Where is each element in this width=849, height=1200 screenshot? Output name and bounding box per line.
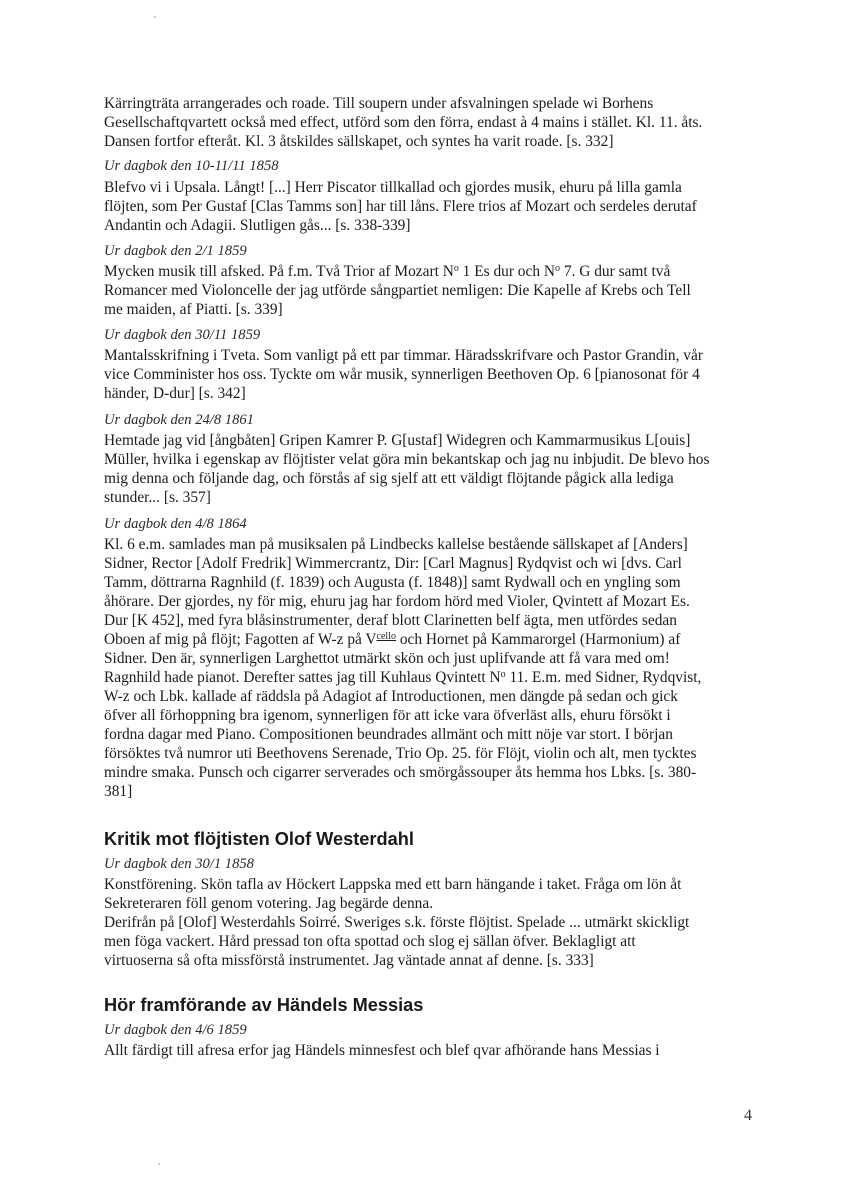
text-line: virtuoserna så ofta missförstå instrumentet. Jag väntade annat af denne. [s. 333] <box>104 952 594 969</box>
text-line: Romancer med Violoncelle der jag utförde sångpartiet nemligen: Die Kapelle af Krebs och Tell <box>104 282 691 299</box>
entry-date: Ur dagbok den 24/8 1861 <box>104 412 254 428</box>
text-line: Hemtade jag vid [ångbåten] Gripen Kamrer P. G[ustaf] Widegren och Kammarmusikus L[ouis] <box>104 432 691 449</box>
text-line: Konstförening. Skön tafla av Höckert Lappska med ett barn hängande i taket. Fråga om lön åt <box>104 876 682 893</box>
text-line: Dur [K 452], med fyra blåsinstrumenter, deraf blott Clarinetten belf ägta, men utfördes sedan <box>104 612 677 629</box>
text-line: händer, D-dur] [s. 342] <box>104 385 246 402</box>
entry-date: Ur dagbok den 10-11/11 1858 <box>104 158 279 174</box>
text-line: Tamm, döttrarna Ragnhild (f. 1839) och Augusta (f. 1848)] samt Rydwall och en yngling som <box>104 574 681 591</box>
text-line: mig denna och följande dag, och förstås af sig sjelf att ett väldigt flöjtande pågick alla lediga <box>104 470 674 487</box>
text-line: 381] <box>104 783 133 800</box>
text-line: Müller, hvilka i egenskap av flöjtister velat göra min bekantskap och jag nu inbjudit. De blevo hos <box>104 451 710 468</box>
text-line: Andantin och Adagii. Slutligen gås... [s. 338-339] <box>104 217 411 234</box>
text-line: åhörare. Der gjordes, ny för mig, ehuru jag har fordom hörd med Violer, Qvintett af Mozart Es. <box>104 593 690 610</box>
entry-date: Ur dagbok den 30/11 1859 <box>104 327 261 343</box>
section-heading: Hör framförande av Händels Messias <box>104 995 424 1015</box>
text-line: Sidner. Den är, synnerligen Larghettot utmärkt skön och just uplifvande att få vara med om! <box>104 650 670 667</box>
text-line: fordna dagar med Piano. Compositionen beundrades allmänt och mitt nöje var stort. I början <box>104 726 673 743</box>
text-line: me maiden, af Piatti. [s. 339] <box>104 301 283 318</box>
text-line: Kl. 6 e.m. samlades man på musiksalen på Lindbecks kallelse bestående sällskapet af [Anders] <box>104 536 688 553</box>
text-line: Mantalsskrifning i Tveta. Som vanligt på ett par timmar. Häradsskrifvare och Pastor Grandin, vår <box>104 347 703 364</box>
text-line: W-z och Lbk. kallade af räddsla på Adagiot af Introductionen, men dängde på sedan och gick <box>104 688 678 705</box>
text-line: flöjten, som Per Gustaf [Clas Tamms son] har till låns. Flere trios af Mozart och serdeles derutaf <box>104 198 697 215</box>
entry-date: Ur dagbok den 30/1 1858 <box>104 856 254 872</box>
entry-date: Ur dagbok den 4/6 1859 <box>104 1022 247 1038</box>
text-line: Sekreteraren föll genom votering. Jag begärde denna. <box>104 895 434 912</box>
text-line: vice Comminister hos oss. Tyckte om wår musik, synnerligen Beethoven Op. 6 [pianosonat för 4 <box>104 366 700 383</box>
text-line: Blefvo vi i Upsala. Långt! [...] Herr Piscator tillkallad och gjordes musik, ehuru på lilla gamla <box>104 179 682 196</box>
text-line: Sidner, Rector [Adolf Fredrik] Wimmercrantz, Dir: [Carl Magnus] Rydqvist och wi [dvs. Carl <box>104 555 682 572</box>
entry-date: Ur dagbok den 4/8 1864 <box>104 516 247 532</box>
entry-date: Ur dagbok den 2/1 1859 <box>104 243 247 259</box>
text-line: Gesellschaftqvartett också med effect, utförd som den förra, endast à 4 mains i stället. Kl. 11. åts. <box>104 114 703 131</box>
text-line: Mycken musik till afsked. På f.m. Två Trior af Mozart $N^o$ 1 Es dur och $N^o$ 7. G dur samt två <box>104 263 671 280</box>
text-line: mindre smaka. Punsch och cigarrer serverades och smörgåssouper åts hemma hos Lbks. [s. 380- <box>104 764 697 781</box>
text-line: Oboen af mig på flöjt; Fagotten af W-z på $V^{cello}$ och Hornet på Kammarorgel (Harmonium) af <box>104 631 681 648</box>
text-line: Allt färdigt till afresa erfor jag Händels minnesfest och blef qvar afhörande hans Messias i <box>104 1042 660 1059</box>
scan-speck <box>158 1163 160 1165</box>
text-line: Derifrån på [Olof] Westerdahls Soirré. Sweriges s.k. förste flöjtist. Spelade ... utmärkt skickligt <box>104 914 690 931</box>
text-line: stunder... [s. 357] <box>104 489 211 506</box>
text-line: Ragnhild hade pianot. Derefter sattes jag till Kuhlaus Qvintett $N^o$ 11. E.m. med Sidner, Rydqvist, <box>104 669 702 686</box>
page-number: 4 <box>744 1107 752 1124</box>
text-line: men föga vackert. Hård pressad ton ofta spottad och slog ej sällan öfver. Beklagligt att <box>104 933 636 950</box>
scan-speck <box>154 16 156 18</box>
section-heading: Kritik mot flöjtisten Olof Westerdahl <box>104 829 414 849</box>
text-line: Kärringträta arrangerades och roade. Till soupern under afsvalningen spelade wi Borhens <box>104 95 654 112</box>
text-line: Dansen fortfor efteråt. Kl. 3 åtskildes sällskapet, och syntes ha varit roade. [s. 332] <box>104 133 614 150</box>
text-line: försöktes två numror uti Beethovens Serenade, Trio Op. 25. för Flöjt, violin och alt, men tycktes <box>104 745 697 762</box>
text-line: öfver all förhoppning bra igenom, synnerligen för att icke vara öfverläst alls, ehuru försökt i <box>104 707 671 724</box>
